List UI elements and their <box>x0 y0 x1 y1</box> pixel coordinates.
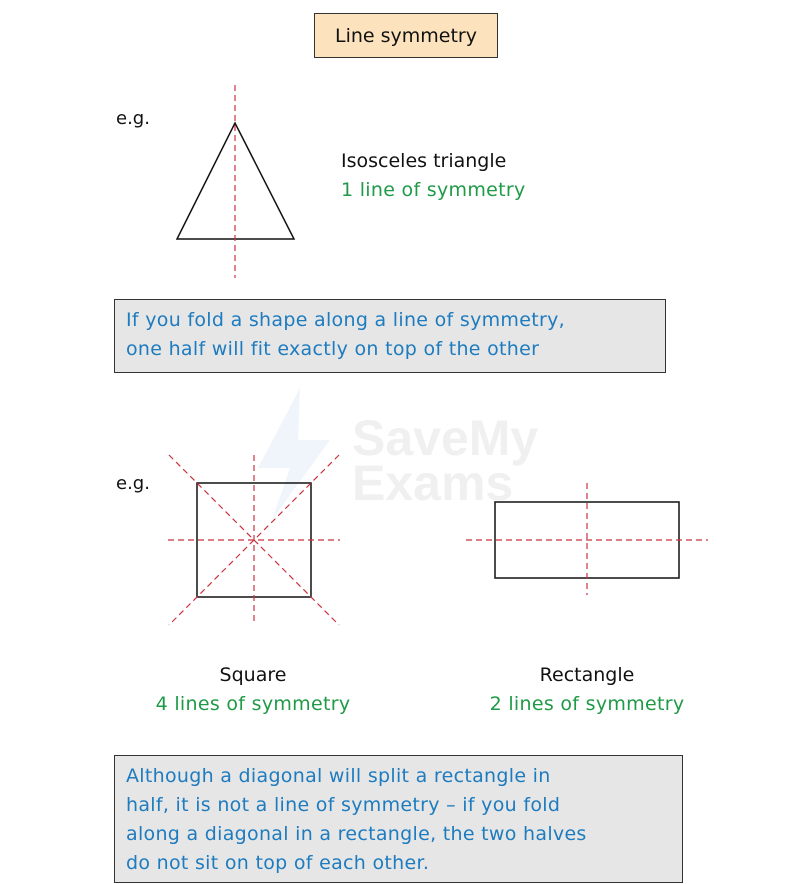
triangle-lines: 1 line of symmetry <box>341 179 526 201</box>
diagonal-note <box>114 755 683 883</box>
example-label-1: e.g. <box>116 108 150 129</box>
fold-note-line-2: one half will fit exactly on top of the other <box>126 338 540 360</box>
watermark-text-bottom: Exams <box>352 455 514 511</box>
diagonal-note-line-1: Although a diagonal will split a rectangle in <box>126 765 551 787</box>
square-lines: 4 lines of symmetry <box>155 693 351 715</box>
example-label-2: e.g. <box>116 473 150 494</box>
watermark-text-top: SaveMy <box>352 410 539 466</box>
page-title: Line symmetry <box>335 24 477 47</box>
fold-note <box>114 299 666 373</box>
diagonal-note-line-2: half, it is not a line of symmetry – if you fold <box>126 794 561 816</box>
square-name: Square <box>219 664 287 686</box>
rectangle-lines: 2 lines of symmetry <box>489 693 685 715</box>
diagonal-note-line-4: do not sit on top of each other. <box>126 852 430 874</box>
rectangle-name: Rectangle <box>539 664 635 686</box>
triangle-name: Isosceles triangle <box>341 150 507 172</box>
diagonal-note-line-3: along a diagonal in a rectangle, the two halves <box>126 823 587 845</box>
fold-note-line-1: If you fold a shape along a line of symmetry, <box>126 309 565 331</box>
